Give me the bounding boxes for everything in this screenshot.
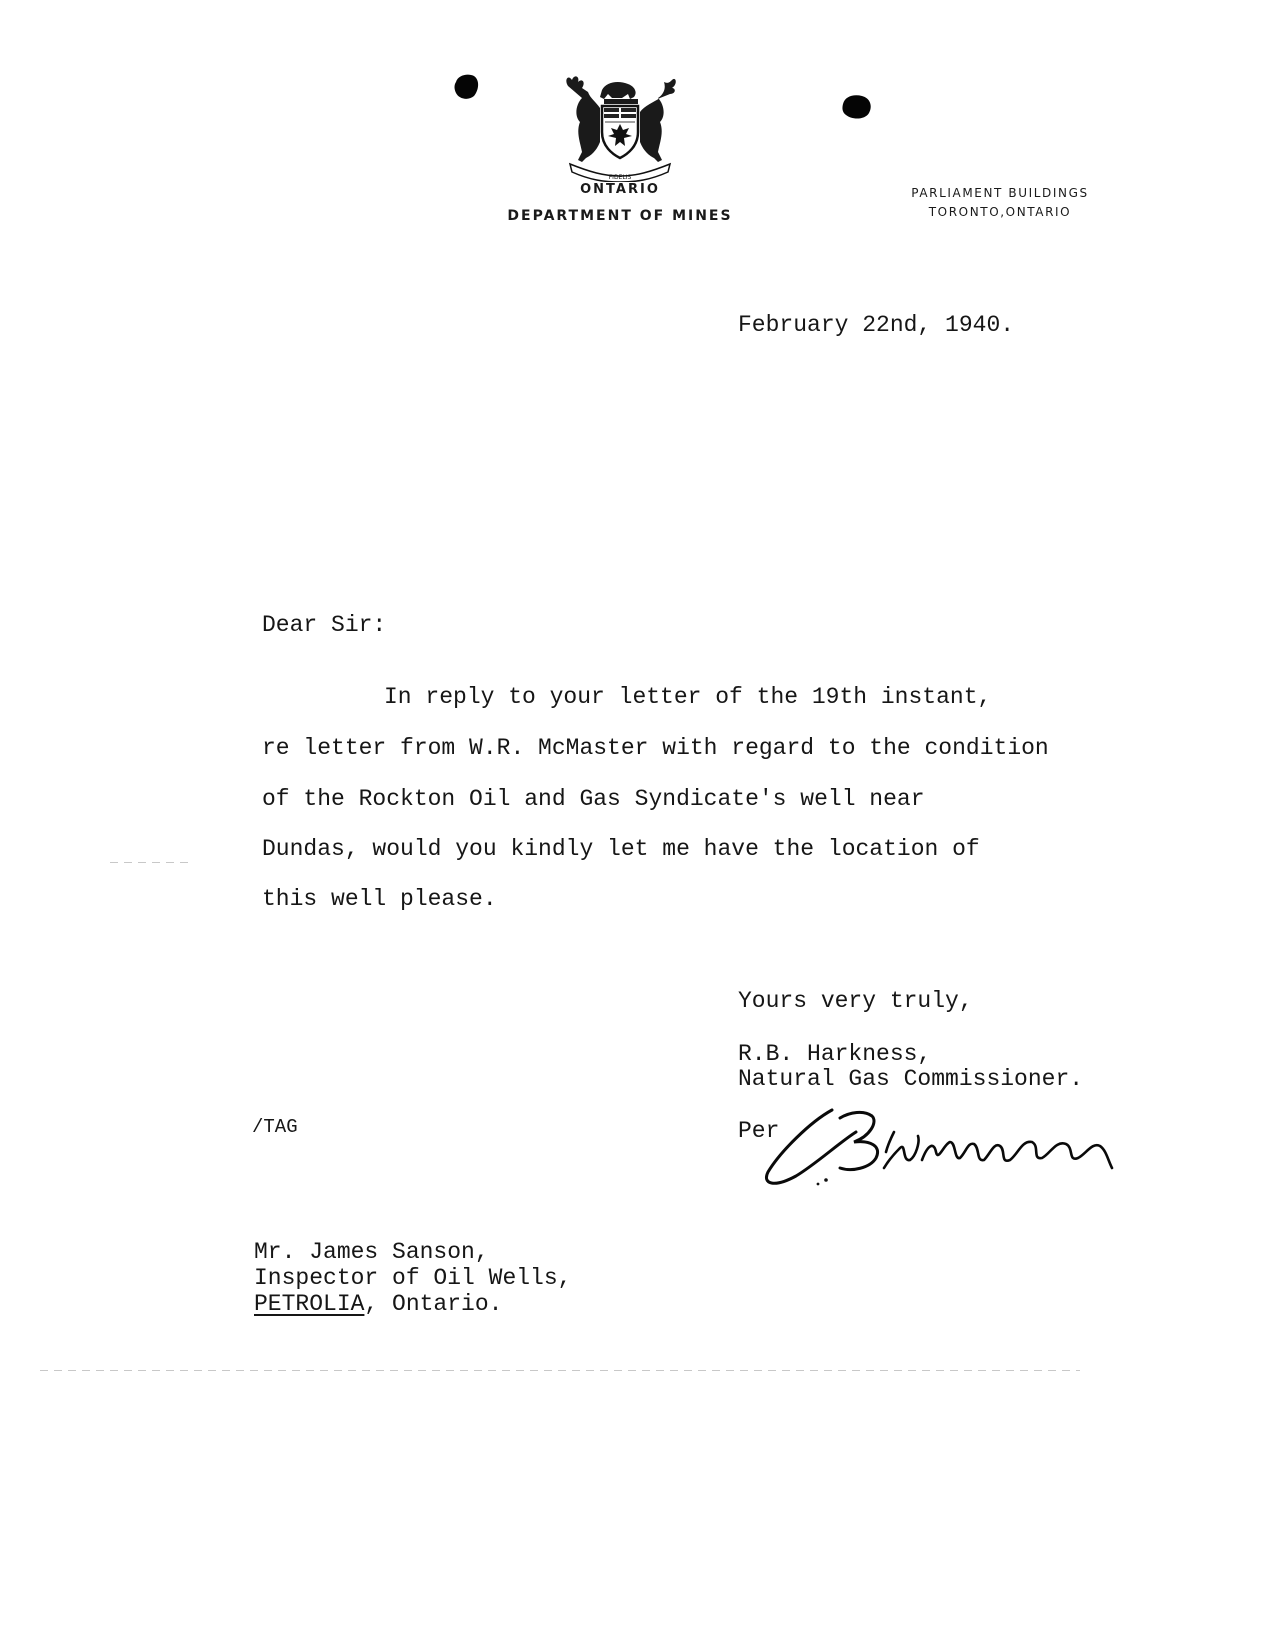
signatory-title: Natural Gas Commissioner. [738,1066,1084,1092]
salutation: Dear Sir: [262,612,387,638]
recipient-name: Mr. James Sanson, [254,1239,489,1265]
scan-artifact-line [40,1370,1080,1371]
letterhead-address-line2: TORONTO,ONTARIO [928,205,1072,219]
letterhead-address-line1: PARLIAMENT BUILDINGS [911,186,1089,200]
body-line: Dundas, would you kindly let me have the location of [262,836,980,862]
letterhead-ontario: ONTARIO [580,182,660,197]
recipient-city: PETROLIA [254,1291,365,1317]
letterhead-department: DEPARTMENT OF MINES [507,208,733,224]
punch-hole-left [452,72,482,102]
recipient-title: Inspector of Oil Wells, [254,1265,572,1291]
punch-hole-right [840,92,874,122]
svg-text:FIDELIS: FIDELIS [608,174,632,181]
ontario-coat-of-arms [560,72,680,182]
letter-date: February 22nd, 1940. [738,312,1015,338]
recipient-city-suffix: , Ontario. [364,1291,503,1317]
body-line: of the Rockton Oil and Gas Syndicate's well near [262,786,925,812]
recipient-city-line [254,1293,502,1316]
body-line: re letter from W.R. McMaster with regard to the condition [262,735,1049,761]
signatory-name: R.B. Harkness, [738,1041,932,1067]
handwritten-signature [760,1102,1160,1202]
per-label: Per [738,1118,780,1144]
typist-initials: /TAG [252,1116,298,1138]
complimentary-closing: Yours very truly, [738,988,973,1014]
body-line: this well please. [262,886,497,912]
scan-artifact-line [110,862,190,863]
body-line: In reply to your letter of the 19th instant, [384,684,992,710]
